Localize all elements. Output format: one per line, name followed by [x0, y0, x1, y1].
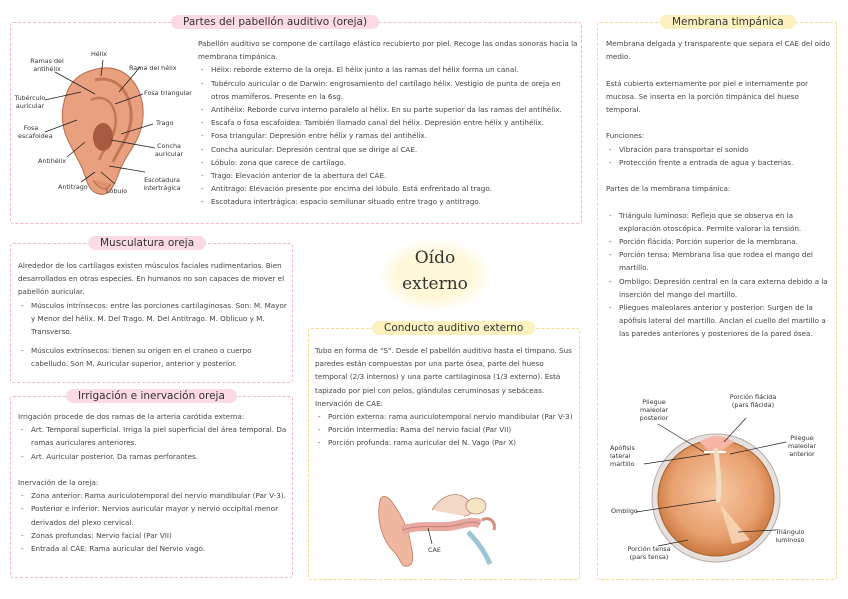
membrana-p1: Membrana delgada y transparente que separa el CAE del oído medio. [606, 39, 830, 62]
irrigacion-text [18, 410, 288, 555]
musculatura-title: Musculatura oreja [88, 236, 206, 250]
list-item: - Triángulo luminoso: Reflejo que se observa en la exploración otoscópica. Permite valorar la tensión. [606, 209, 832, 235]
musculatura-text [18, 259, 288, 371]
list-item: - Concha auricular: Depresión central que se dirige al CAE. [198, 143, 578, 156]
list-item: - Posterior e inferior: Nervios auricular mayor y nervio occipital menor derivados del plexo cervical. [18, 502, 288, 528]
ear-label-lobulo: Lóbulo [106, 187, 128, 195]
tm-label-tensa: Porción tensa (pars tensa) [627, 545, 671, 561]
list-item: - Hélix: reborde externo de la oreja. El hélix junto a las ramas del hélix forma un canal. [198, 63, 578, 76]
list-item: - Fosa triangular: Depresión entre hélix y ramas del antihélix. [198, 129, 578, 142]
musculatura-intro: Alrededor de los cartílagos existen músculos faciales rudimentarios. Bien desarrollados en otras especies. En humanos no son capaces de mover el pabellón auricular. [18, 261, 285, 297]
list-item: - Músculos intrínsecos: entre las porciones cartilaginosas. Son: M. Mayor y Menor del hélix. M. Del Trago. M. Del Antitrago. M. Oblicuo y M. Transverso. [18, 299, 288, 339]
ear-label-concha: Concha auricular [154, 142, 184, 158]
partes-title: Partes de la membrana timpánica: [606, 184, 731, 194]
ear-label-tuberculo: Tubérculo auricular [14, 94, 46, 110]
list-item: - Porción flácida: Porción superior de la membrana. [606, 235, 832, 248]
list-item: - Vibración para transportar el sonido [606, 143, 832, 156]
list-item: - Zonas profundas: Nervio facial (Par VII) [18, 529, 288, 542]
irrigacion-list [18, 423, 288, 463]
list-item: - Ombligo: Depresión central en la cara externa debido a la inserción del mango del martillo. [606, 275, 832, 301]
tm-label-ombligo: Ombligo [611, 507, 638, 515]
list-item: - Pliegues maleolares anterior y posterior: Surgen de la apófisis lateral del martillo. Anclan el cuello del martillo a las paredes anteriores y posteriores de la pared ósea. [606, 301, 832, 341]
tm-label-pliegue-posterior: Pliegue maleolar posterior [639, 398, 669, 422]
list-item: - Porción tensa: Membrana lisa que rodea el mango del martillo. [606, 248, 832, 274]
membrana-p2: Está cubierta externamente por piel e internamente por mucosa. Se inserta en la porción timpánica del hueso temporal. [606, 78, 808, 114]
musculatura-list [18, 299, 288, 371]
conducto-list [315, 410, 575, 450]
pabellon-intro: Pabellón auditivo se compone de cartílago elástico recubierto por piel. Recoge las ondas sonoras hacia la membrana timpánica. [198, 39, 578, 62]
main-title-line1: Oído [414, 248, 456, 268]
main-title [380, 240, 490, 310]
list-item: - Art. Temporal superficial. Irriga la piel superficial del área temporal. Da ramas auriculares anteriores. [18, 423, 288, 449]
inervacion-intro: Inervación de la oreja: [18, 478, 99, 487]
list-item: - Zona anterior: Rama auriculotemporal del nervio mandibular (Par V-3). [18, 489, 288, 502]
list-item: - Músculos extrínsecos: tienen su origen en el craneo o cuerpo cabelludo. Son M. Auricular superior, anterior y posterior. [18, 344, 288, 370]
tm-label-flacida: Porción flácida (pars flácida) [729, 393, 777, 409]
pabellon-title: Partes del pabellón auditivo (oreja) [171, 15, 379, 29]
list-item: - Protección frente a entrada de agua y bacterias. [606, 156, 832, 169]
list-item: - Porción intermedia: Rama del nervio facial (Par VII) [315, 423, 575, 436]
list-item: - Porción profunda: rama auricular del N. Vago (Par X) [315, 436, 575, 449]
list-item: - Art. Auricular posterior. Da ramas perforantes. [18, 450, 288, 463]
ear-label-helix: Hélix [91, 50, 108, 58]
list-item: - Antitrago: Elevación presente por encima del lóbulo. Está enfrentado al trago. [198, 182, 578, 195]
ear-label-ramas-antihelix: Ramas del antihélix [30, 57, 64, 73]
ear-label-fosa-escafoidea: Fosa escafoidea [18, 124, 53, 140]
conducto-intro: Tubo en forma de "S". Desde el pabellón auditivo hasta el timpano. Sus paredes están compuestas por una parte ósea, parte del hueso temporal (2/3 internos) y una parte cartilaginosa (1/3 externo). Está tapizado por piel con pelos, glándulas ceruminosas y sebáceas. [315, 346, 572, 395]
inervacion-list [18, 489, 288, 555]
tm-label-apofisis: Apófisis lateral martillo [610, 444, 635, 468]
list-item: - Porción externa: rama auriculotemporal nervio mandibular (Par V-3) [315, 410, 575, 423]
list-item: - Escotadura intertrágica: espacio semilunar situado entre trago y antitrago. [198, 195, 578, 208]
list-item: - Tubérculo auricular o de Darwin: engrosamiento del cartílago hélix. Vestigio de punta de oreja en otros mamíferos. Presente en la 6sg. [198, 77, 578, 103]
main-title-line2: externo [402, 274, 468, 294]
tm-label-pliegue-anterior: Pliegue maleolar anterior [787, 434, 817, 458]
list-item: - Trago: Elevación anterior de la abertura del CAE. [198, 169, 578, 182]
list-item: - Escafa o fosa escafoidea: También llamado canal del hélix. Depresión entre hélix y antihélix. [198, 116, 578, 129]
tm-label-triangulo: Triángulo luminoso [775, 528, 805, 544]
cae-label: CAE [428, 546, 441, 554]
irrigacion-title: Irrigación e inervación oreja [66, 389, 237, 403]
conducto-title: Conducto auditivo externo [372, 321, 535, 335]
pabellon-list [198, 63, 578, 208]
funciones-title: Funciones: [606, 131, 645, 141]
ear-canal-drawing [372, 480, 502, 570]
ear-label-fosa-triangular: Fosa triangular [144, 89, 192, 97]
membrana-text [606, 37, 832, 341]
conducto-text [315, 344, 575, 450]
ear-label-antitrago: Antitrago [58, 183, 88, 191]
conducto-inerv-intro: Inervación de CAE: [315, 398, 384, 408]
membrana-title: Membrana timpánica [660, 15, 796, 29]
list-item: - Entrada al CAE: Rama auricular del Nervio vago. [18, 542, 288, 555]
partes-list [606, 209, 832, 341]
list-item: - Lóbulo: zona que carece de cartílago. [198, 156, 578, 169]
ear-label-escotadura: Escotadura intertrágica [143, 176, 181, 192]
pabellon-text [198, 37, 578, 209]
ear-label-trago: Trago [156, 119, 174, 127]
ear-canal-illustration [372, 480, 502, 570]
irrigacion-intro: Irrigación procede de dos ramas de la arteria carótida externa: [18, 412, 245, 421]
funciones-list [606, 143, 832, 169]
ear-label-antihelix: Antihélix [38, 157, 67, 165]
ear-label-rama-helix: Rama del hélix [129, 64, 177, 72]
malleus-handle [716, 450, 719, 500]
list-item: - Antihélix: Reborde curvo interno paralelo al hélix. En su parte superior da las ramas del antihélix. [198, 103, 578, 116]
